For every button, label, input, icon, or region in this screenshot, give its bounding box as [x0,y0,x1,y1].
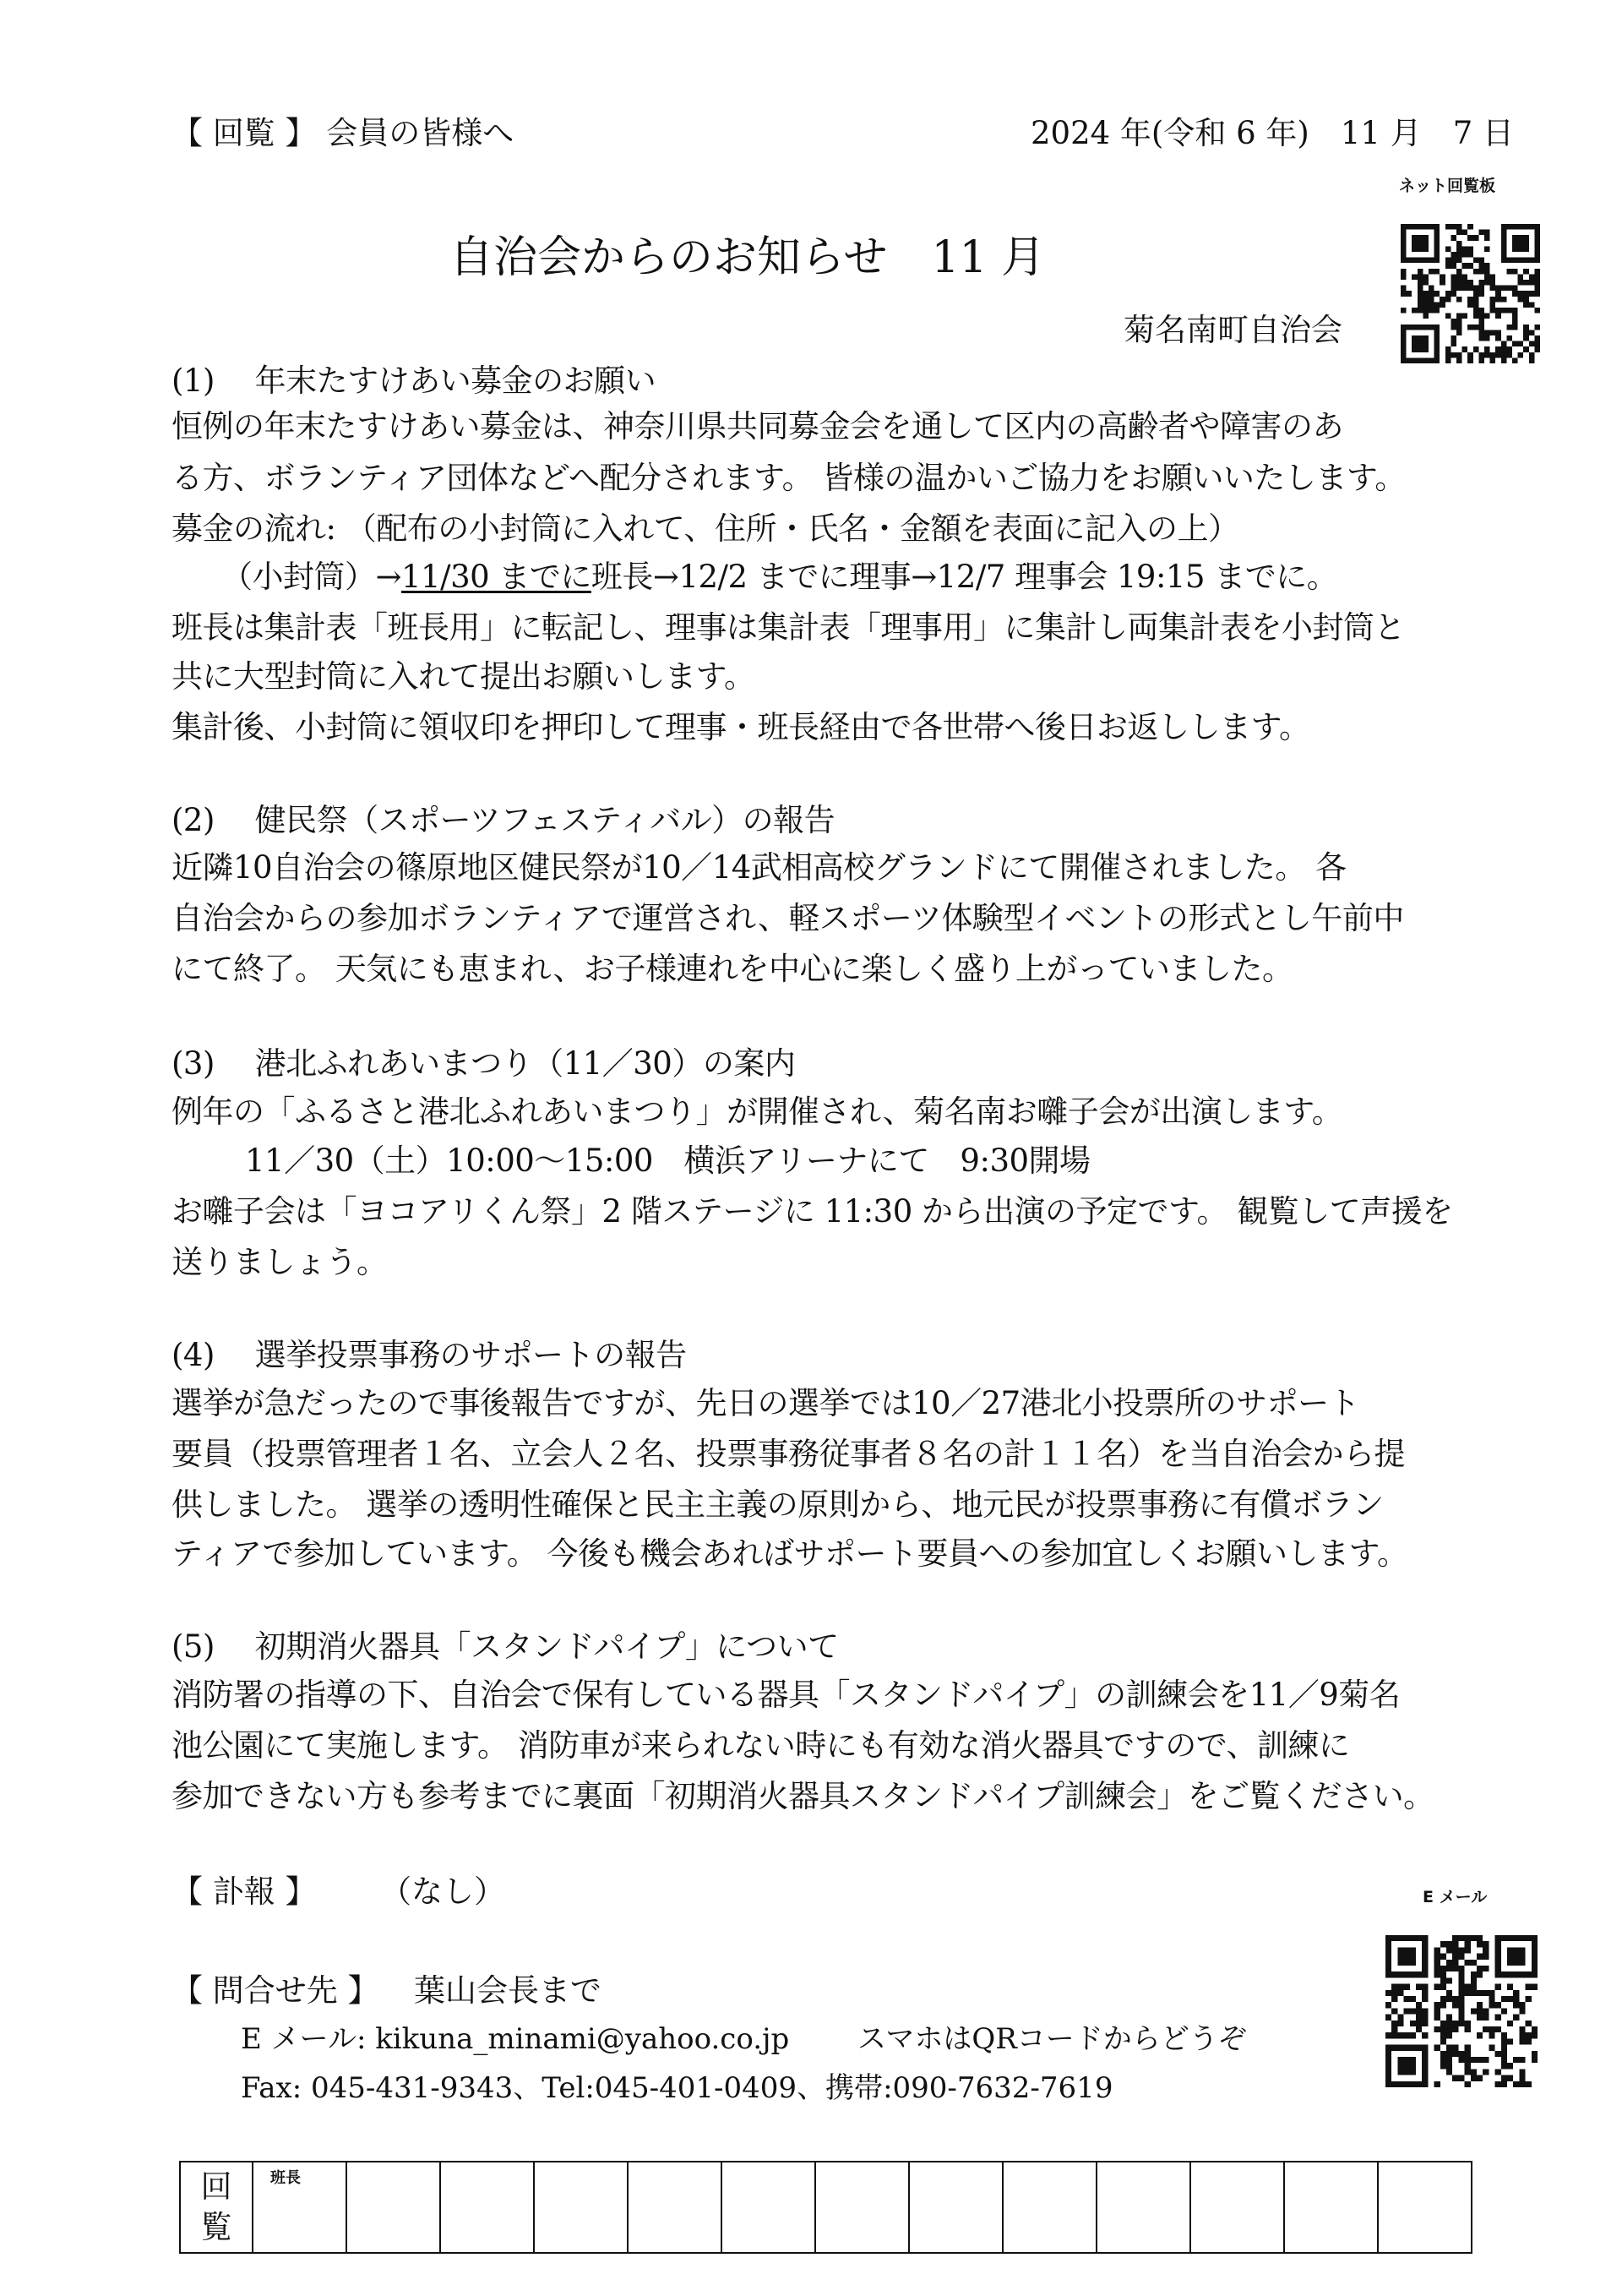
section-2-line: 自治会からの参加ボランティアで運営され、軽スポーツ体験型イベントの形式とし午前中 [171,900,1404,936]
checklist-cell[interactable] [1097,2162,1190,2253]
section-2-heading: (2) 健民祭（スポーツフェスティバル）の報告 [171,802,835,838]
section-1-line: る方、ボランティア団体などへ配分されます。 皆様の温かいご協力をお願いいたします。 [171,460,1406,496]
checklist-cell[interactable] [909,2162,1003,2253]
checklist-cell[interactable] [721,2162,815,2253]
section-5-line: 池公園にて実施します。 消防車が来られない時にも有効な消火器具ですので、訓練に [171,1727,1350,1764]
checklist-row [180,2162,1472,2253]
contact-person: 葉山会長まで [414,1972,601,2009]
section-1-heading: (1) 年末たすけあい募金のお願い [171,363,656,399]
organization-name: 菊名南町自治会 [1124,312,1342,348]
checklist-cell-leader[interactable] [253,2162,346,2253]
section-3-line: 例年の「ふるさと港北ふれあいまつり」が開催され、菊名南お囃子会が出演します。 [171,1093,1343,1130]
email-qr-label: E メール [1423,1888,1488,1906]
checklist-cell[interactable] [440,2162,534,2253]
circulation-checklist [179,2161,1472,2254]
net-board-qr-code[interactable] [1401,224,1540,363]
section-2-line: にて終了。 天気にも恵まれ、お子様連れを中心に楽しく盛り上がっていました。 [171,951,1293,987]
obituary-label: 【 訃報 】 [171,1873,317,1910]
obituary-value: （なし） [380,1873,505,1910]
circulation-label: 【 回覧 】 会員の皆様へ [171,115,514,151]
section-1-line: 班長は集計表「班長用」に転記し、理事は集計表「理事用」に集計し両集計表を小封筒と [171,609,1405,646]
section-4-line: 供しました。 選挙の透明性確保と民主主義の原則から、地元民が投票事務に有償ボラン [171,1486,1384,1523]
leader-cell-label: 班長 [270,2169,301,2187]
checklist-cell[interactable] [1190,2162,1284,2253]
section-1-line: 恒例の年末たすけあい募金は、神奈川県共同募金会を通して区内の高齢者や障害のあ [171,408,1343,444]
checklist-cell[interactable] [346,2162,440,2253]
section-3-heading: (3) 港北ふれあいまつり（11／30）の案内 [171,1045,796,1082]
contact-email[interactable]: E メール: kikuna_minami@yahoo.co.jp [241,2022,790,2056]
donation-flow-line [221,551,1337,597]
checklist-cell[interactable] [1003,2162,1097,2253]
issue-date: 2024 年(令和 6 年) 11 月 7 日 [1031,115,1514,151]
section-4-heading: (4) 選挙投票事務のサポートの報告 [171,1337,687,1373]
section-5-line: 参加できない方も参考までに裏面「初期消火器具スタンドパイプ訓練会」をご覧ください。 [171,1778,1434,1814]
row-label-top: 回 [200,2168,232,2205]
flow-prefix: （小封筒）→ [221,559,402,595]
section-3-line: 送りましょう。 [171,1244,388,1280]
section-5-heading: (5) 初期消火器具「スタンドパイプ」について [171,1628,839,1665]
section-2-line: 近隣10自治会の篠原地区健民祭が10／14武相高校グランドにて開催されました。 各 [171,849,1347,886]
net-board-label: ネット回覧板 [1399,177,1496,195]
checklist-cell[interactable] [534,2162,628,2253]
flow-suffix: 班長→12/2 までに理事→12/7 理事会 19:15 までに。 [591,559,1338,595]
checklist-cell[interactable] [1284,2162,1378,2253]
contact-phone-line: Fax: 045-431-9343、Tel:045-401-0409、携帯:090-7632-7619 [241,2071,1113,2105]
checklist-cell[interactable] [1378,2162,1472,2253]
checklist-cell[interactable] [815,2162,909,2253]
section-1-line: 募金の流れ: （配布の小封筒に入れて、住所・氏名・金額を表面に記入の上） [171,510,1239,547]
event-schedule-line: 11／30（土）10:00～15:00 横浜アリーナにて 9:30開場 [245,1143,1091,1179]
section-5-line: 消防署の指導の下、自治会で保有している器具「スタンドパイプ」の訓練会を11／9菊名 [171,1677,1401,1713]
checklist-row-label [180,2162,253,2253]
section-4-line: 要員（投票管理者１名、立会人２名、投票事務従事者８名の計１１名）を当自治会から提 [171,1436,1405,1472]
email-qr-code[interactable] [1385,1935,1538,2087]
section-1-line: 集計後、小封筒に領収印を押印して理事・班長経由で各世帯へ後日お返しします。 [171,709,1310,745]
section-1-line: 共に大型封筒に入れて提出お願いします。 [171,658,755,695]
flow-deadline-underlined: 11/30 までに [401,559,591,595]
section-4-line: ティアで参加しています。 今後も機会あればサポート要員への参加宜しくお願いします。 [171,1535,1408,1572]
page-title: 自治会からのお知らせ 11 月 [449,232,1046,283]
qr-note: スマホはQRコードからどうぞ [857,2022,1247,2056]
section-4-line: 選挙が急だったので事後報告ですが、先日の選挙では10／27港北小投票所のサポート [171,1385,1360,1421]
contact-label: 【 問合せ先 】 [171,1972,379,2009]
section-3-line: お囃子会は「ヨコアリくん祭」2 階ステージに 11:30 から出演の予定です。 観覧して声援を [171,1193,1453,1230]
row-label-bottom: 覧 [200,2209,232,2245]
checklist-cell[interactable] [628,2162,721,2253]
